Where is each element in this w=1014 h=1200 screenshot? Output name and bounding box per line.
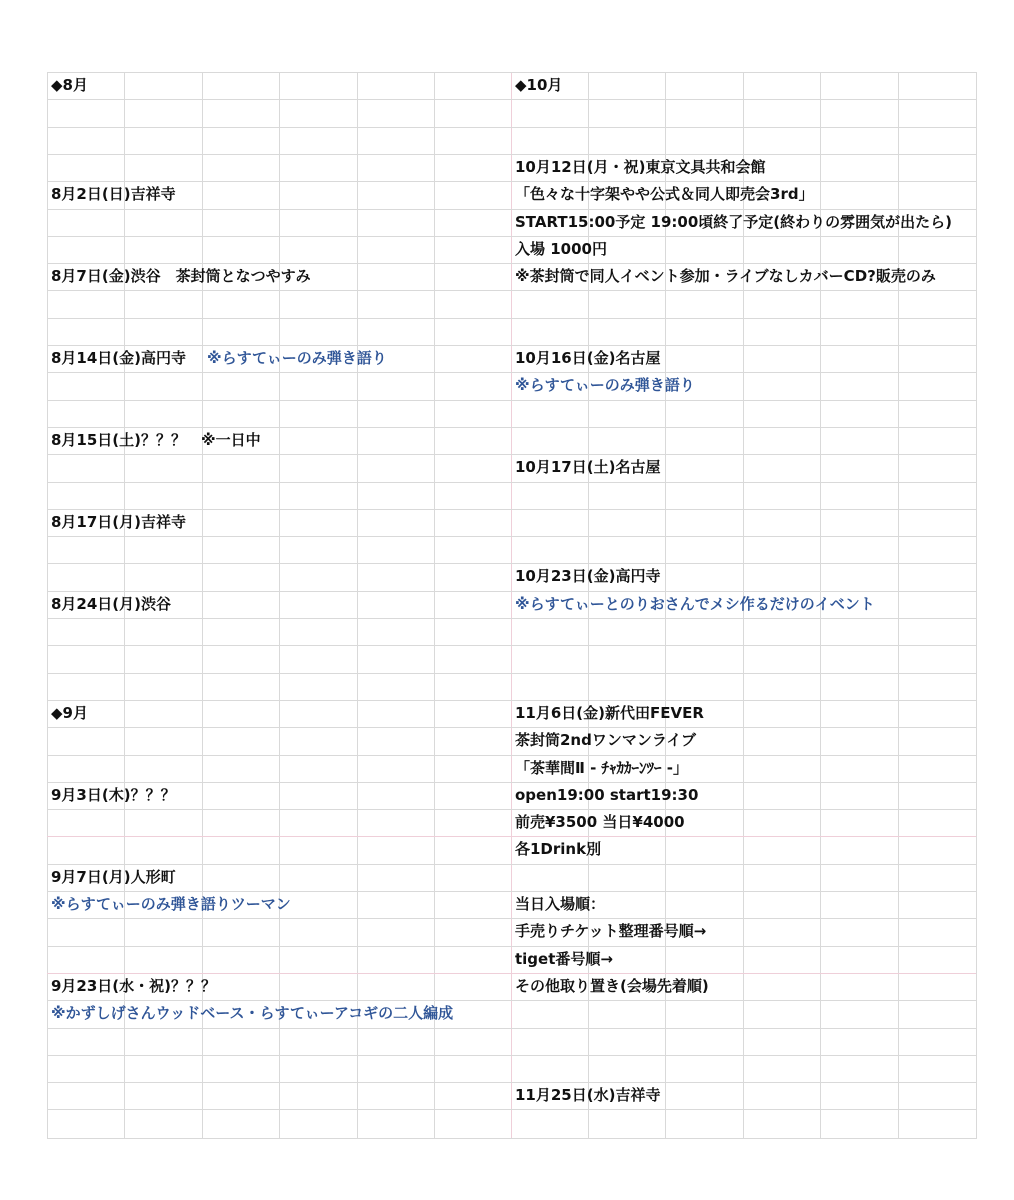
column-gridline (357, 72, 358, 1138)
right-cell-row-24[interactable]: 茶封筒2ndワンマンライブ (515, 731, 696, 749)
right-cell-row-23[interactable]: 11月6日(金)新代田FEVER (515, 704, 704, 722)
left-cell-row-0[interactable]: ◆8月 (51, 76, 88, 94)
row-gridline (47, 645, 976, 646)
row-gridline (47, 318, 976, 319)
right-cell-row-31[interactable]: 手売りチケット整理番号順→ (515, 922, 707, 940)
left-cell-row-26[interactable]: 9月3日(木)？？？ (51, 786, 176, 804)
left-cell-row-23[interactable]: ◆9月 (51, 704, 88, 722)
left-cell-row-13[interactable]: 8月15日(土)？？？ ※一日中 (51, 431, 261, 449)
left-cell-row-34[interactable]: ※かずしげさんウッドベース・らすてぃーアコギの二人編成 (51, 1004, 454, 1022)
right-cell-row-37[interactable]: 11月25日(水)吉祥寺 (515, 1086, 661, 1104)
row-gridline (47, 482, 976, 483)
left-cell-row-4[interactable]: 8月2日(日)吉祥寺 (51, 185, 176, 203)
right-cell-row-10[interactable]: 10月16日(金)名古屋 (515, 349, 661, 367)
left-cell-row-16[interactable]: 8月17日(月)吉祥寺 (51, 513, 187, 531)
row-gridline (47, 1109, 976, 1110)
row-gridline (47, 1055, 976, 1056)
right-cell-row-28[interactable]: 各1Drink別 (515, 840, 602, 858)
left-cell-row-10[interactable]: 8月14日(金)高円寺 (51, 349, 187, 367)
column-gridline (434, 72, 435, 1138)
right-cell-row-6[interactable]: 入場 1000円 (515, 240, 607, 258)
right-cell-row-33[interactable]: その他取り置き(会場先着順) (515, 977, 709, 995)
right-cell-row-27[interactable]: 前売¥3500 当日¥4000 (515, 813, 685, 831)
left-cell-row-19[interactable]: 8月24日(月)渋谷 (51, 595, 172, 613)
spreadsheet-grid (47, 72, 977, 1139)
column-gridline (279, 72, 280, 1138)
right-cell-row-19[interactable]: ※らすてぃーとのりおさんでメシ作るだけのイベント (515, 595, 875, 613)
right-cell-row-7[interactable]: ※茶封筒で同人イベント参加・ライブなしカバーCD?販売のみ (515, 267, 936, 285)
right-cell-row-11[interactable]: ※らすてぃーのみ弾き語り (515, 376, 695, 394)
left-cell-row-30[interactable]: ※らすてぃーのみ弾き語りツーマン (51, 895, 291, 913)
row-gridline (47, 509, 976, 510)
left-cell-row-7[interactable]: 8月7日(金)渋谷 茶封筒となつやすみ (51, 267, 311, 285)
right-cell-row-30[interactable]: 当日入場順： (515, 895, 606, 913)
right-cell-row-5[interactable]: START15:00予定 19:00頃終了予定(終わりの雰囲気が出たら) (515, 213, 953, 231)
right-cell-row-14[interactable]: 10月17日(土)名古屋 (515, 458, 661, 476)
right-cell-row-26[interactable]: open19:00 start19:30 (515, 786, 699, 804)
row-gridline (47, 99, 976, 100)
inline-note-cell[interactable]: ※らすてぃーのみ弾き語り (207, 349, 387, 367)
row-gridline (47, 400, 976, 401)
right-cell-row-0[interactable]: ◆10月 (515, 76, 563, 94)
right-cell-row-18[interactable]: 10月23日(金)高円寺 (515, 567, 661, 585)
right-cell-row-32[interactable]: tiget番号順→ (515, 950, 613, 968)
left-cell-row-33[interactable]: 9月23日(水・祝)？？？ (51, 977, 217, 995)
right-cell-row-4[interactable]: 「色々な十字架やや公式＆同人即売会3rd」 (515, 185, 814, 203)
row-gridline (47, 536, 976, 537)
right-cell-row-3[interactable]: 10月12日(月・祝)東京文具共和会館 (515, 158, 766, 176)
right-cell-row-25[interactable]: 「茶華間Ⅱ - ﾁｬｶｶｰﾝﾂｰ -」 (515, 759, 688, 777)
row-gridline (47, 127, 976, 128)
row-gridline (47, 618, 976, 619)
row-gridline (47, 673, 976, 674)
left-cell-row-29[interactable]: 9月7日(月)人形町 (51, 868, 176, 886)
row-gridline (47, 864, 976, 865)
row-gridline (47, 1028, 976, 1029)
row-gridline (47, 290, 976, 291)
